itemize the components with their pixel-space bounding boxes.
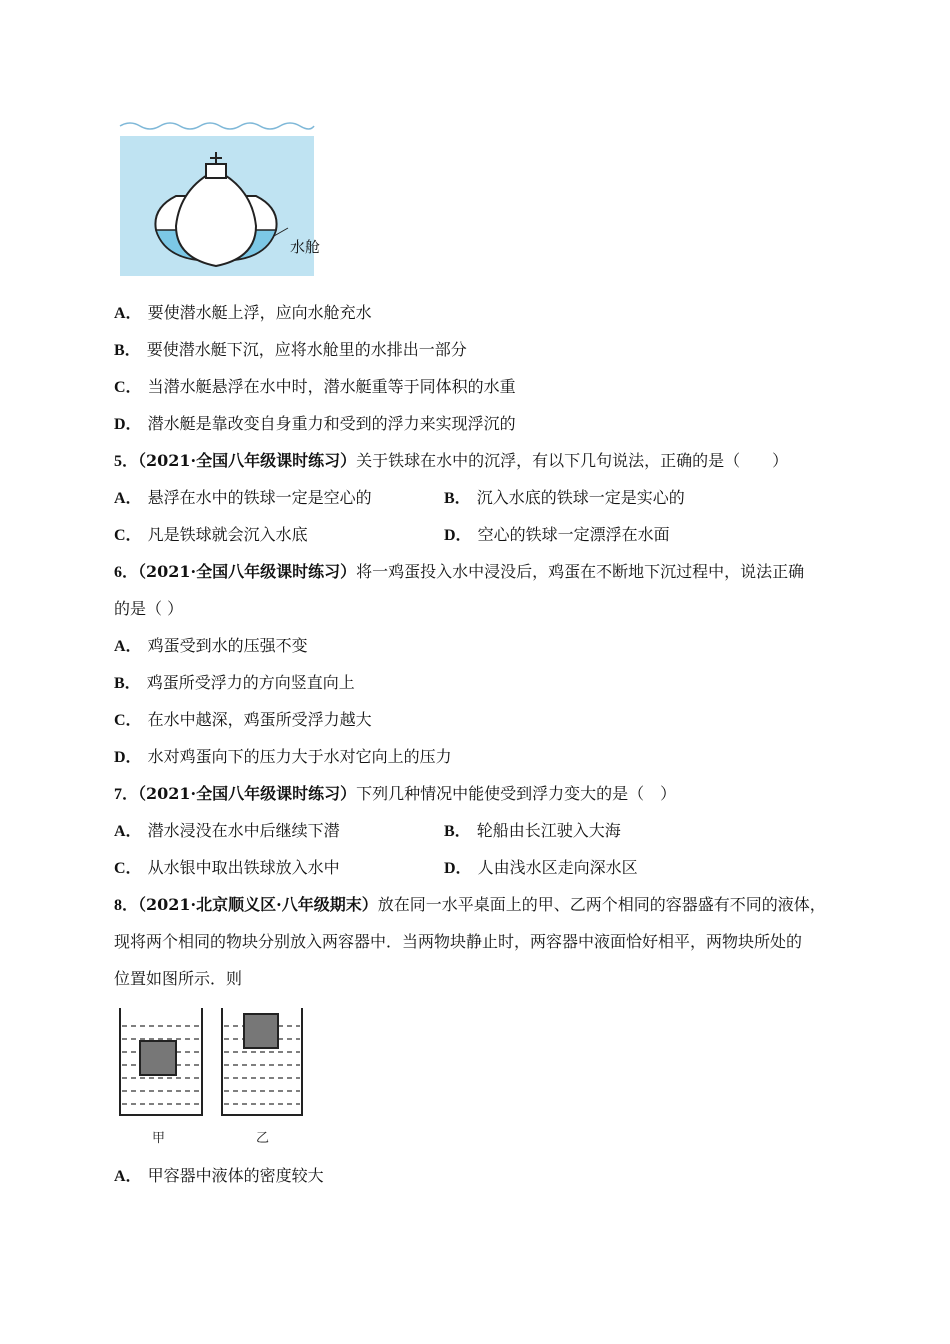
q8-stem-cont2: 位置如图所示．则 <box>114 969 243 988</box>
q6-option-c: C． 在水中越深，鸡蛋所受浮力越大 <box>114 710 372 729</box>
q4-option-d: D． 潜水艇是靠改变自身重力和受到的浮力来实现浮沉的 <box>114 414 516 433</box>
q8-stem: 8．（2021·北京顺义区·八年级期末）放在同一水平桌面上的甲、乙两个相同的容器盛有不同的液体， <box>114 895 826 914</box>
q6-option-a: A． 鸡蛋受到水的压强不变 <box>114 636 308 655</box>
tank-label: 水舱 <box>290 238 321 256</box>
q4-option-c: C． 当潜水艇悬浮在水中时，潜水艇重等于同体积的水重 <box>114 377 516 396</box>
q6-option-b: B． 鸡蛋所受浮力的方向竖直向上 <box>114 673 355 692</box>
q7-option-a: A． 潜水浸没在水中后继续下潜 <box>114 821 340 840</box>
q7-option-d: D． 人由浅水区走向深水区 <box>444 858 638 877</box>
q6-stem-cont: 的是（ ） <box>114 599 184 618</box>
q5-option-a: A． 悬浮在水中的铁球一定是空心的 <box>114 488 372 507</box>
q4-option-a: A． 要使潜水艇上浮，应向水舱充水 <box>114 303 372 322</box>
q4-option-b: B． 要使潜水艇下沉，应将水舱里的水排出一部分 <box>114 340 467 359</box>
q7-option-b: B． 轮船由长江驶入大海 <box>444 821 621 840</box>
q5-option-c: C． 凡是铁球就会沉入水底 <box>114 525 308 544</box>
q5-option-b: B． 沉入水底的铁球一定是实心的 <box>444 488 685 507</box>
q5-stem: 5．（2021·全国八年级课时练习）关于铁球在水中的沉浮，有以下几句说法，正确的是（ ） <box>114 451 789 470</box>
q6-stem: 6．（2021·全国八年级课时练习）将一鸡蛋投入水中浸没后，鸡蛋在不断地下沉过程中，说法正确 <box>114 562 805 581</box>
container-label-yi: 乙 <box>256 1131 270 1146</box>
q5-option-d: D． 空心的铁球一定漂浮在水面 <box>444 525 670 544</box>
q7-stem: 7．（2021·全国八年级课时练习）下列几种情况中能使受到浮力变大的是（ ） <box>114 784 677 803</box>
containers-figure <box>112 1000 312 1150</box>
q6-option-d: D． 水对鸡蛋向下的压力大于水对它向上的压力 <box>114 747 452 766</box>
q8-option-a: A． 甲容器中液体的密度较大 <box>114 1166 324 1185</box>
submarine-figure <box>118 118 321 278</box>
q8-stem-cont: 现将两个相同的物块分别放入两容器中．当两物块静止时，两容器中液面恰好相平，两物块所处的 <box>114 932 803 951</box>
q7-option-c: C． 从水银中取出铁球放入水中 <box>114 858 340 877</box>
container-label-jia: 甲 <box>152 1131 166 1146</box>
